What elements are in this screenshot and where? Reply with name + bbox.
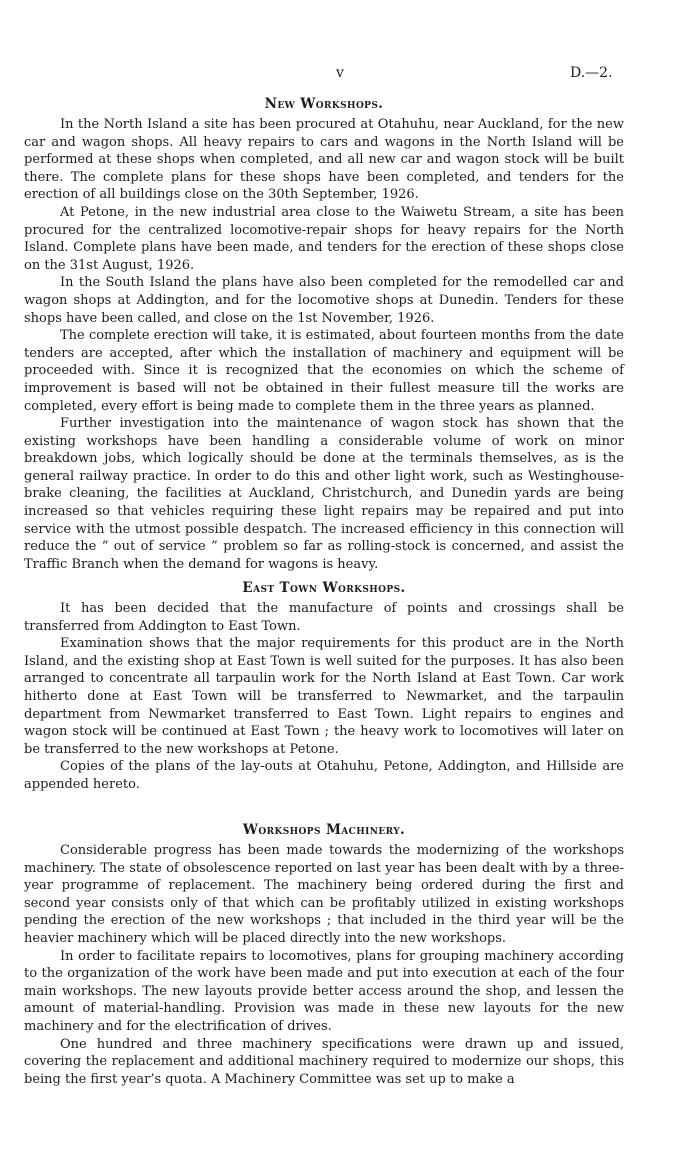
- paragraph: Examination shows that the major requirements for this product are in the North Island, and the existing shop at East Town is well suited for the purposes. It has also been arranged to concentrate all tarpaulin work for the North Island at East Town. Car work hitherto done at East Town will be transferred to Newmarket, and the tarpaulin department from Newmarket transferred to East Town. Light repairs to engines and wagon stock will be continued at East Town ; the heavy work to locomotives will later on be transferred to the new workshops at Petone.: [24, 636, 624, 757]
- section-east-town-workshops: [24, 580, 624, 794]
- paragraph: Further investigation into the maintenance of wagon stock has shown that the existing workshops have been handling a considerable volume of work on minor breakdown jobs, which logically should be done at the terminals themselves, as is the general railway practice. In order to do this and other light work, such as Westinghouse-brake cleaning, the facilities at Auckland, Christchurch, and Dunedin yards are being increased so that vehicles requiring these light repairs may be repaired and put into service with the utmost possible despatch. The increased efficiency in this connection will reduce the “ out of service ” problem so far as rolling-stock is concerned, and assist the Traffic Branch when the demand for wagons is heavy.: [24, 416, 624, 572]
- section-heading: New Workshops.: [264, 96, 384, 112]
- paragraph: Considerable progress has been made towards the modernizing of the workshops machinery. The state of obsolescence reported on last year has been dealt with by a three-year programme of replacement. The machinery being ordered during the first and second year consists only of that which can be profitably utilized in existing workshops pending the erection of the new workshops ; that included in the third year will be the heavier machinery which will be placed directly into the new workshops.: [24, 843, 624, 946]
- paragraph: In the South Island the plans have also been completed for the remodelled car and wagon shops at Addington, and for the locomotive shops at Dunedin. Tenders for these shops have been called, and close on the 1st November, 1926.: [24, 275, 624, 326]
- page-number: v: [336, 65, 344, 81]
- paragraph: One hundred and three machinery specifications were drawn up and issued, covering the replacement and additional machinery required to modernize our shops, this being the first year’s quota. A Machinery Committee was set up to make a: [24, 1036, 624, 1087]
- section-heading: Workshops Machinery.: [242, 822, 406, 838]
- paragraph: Copies of the plans of the lay-outs at Otahuhu, Petone, Addington, and Hillside are appended hereto.: [24, 759, 624, 792]
- section-workshops-machinery: [24, 822, 624, 1088]
- document-reference: D.—2.: [570, 65, 613, 81]
- paragraph: In order to facilitate repairs to locomotives, plans for grouping machinery according to the organization of the work have been made and put into execution at each of the four main workshops. The new layouts provide better access around the shop, and lessen the amount of material-handling. Provision was made in these new layouts for the new machinery and for the electrification of drives.: [24, 948, 624, 1034]
- section-heading: East Town Workshops.: [242, 580, 406, 596]
- paragraph: In the North Island a site has been procured at Otahuhu, near Auckland, for the new car and wagon shops. All heavy repairs to cars and wagons in the North Island will be performed at these shops when completed, and all new car and wagon stock will be built there. The complete plans for these shops have been completed, and tenders for the erection of all buildings close on the 30th September, 1926.: [24, 117, 624, 203]
- paragraph: It has been decided that the manufacture of points and crossings shall be transferred from Addington to East Town.: [24, 601, 624, 634]
- paragraph: The complete erection will take, it is estimated, about fourteen months from the date tenders are accepted, after which the installation of machinery and equipment will be proceeded with. Since it is recognized that the economies on which the scheme of improvement is based will not be obtained in their fullest measure till the works are completed, every effort is being made to complete them in the three years as planned.: [24, 328, 624, 414]
- section-new-workshops: [24, 96, 624, 573]
- paragraph: At Petone, in the new industrial area close to the Waiwetu Stream, a site has been procured for the centralized locomotive-repair shops for heavy repairs for the North Island. Complete plans have been made, and tenders for the erection of these shops close on the 31st August, 1926.: [24, 204, 624, 273]
